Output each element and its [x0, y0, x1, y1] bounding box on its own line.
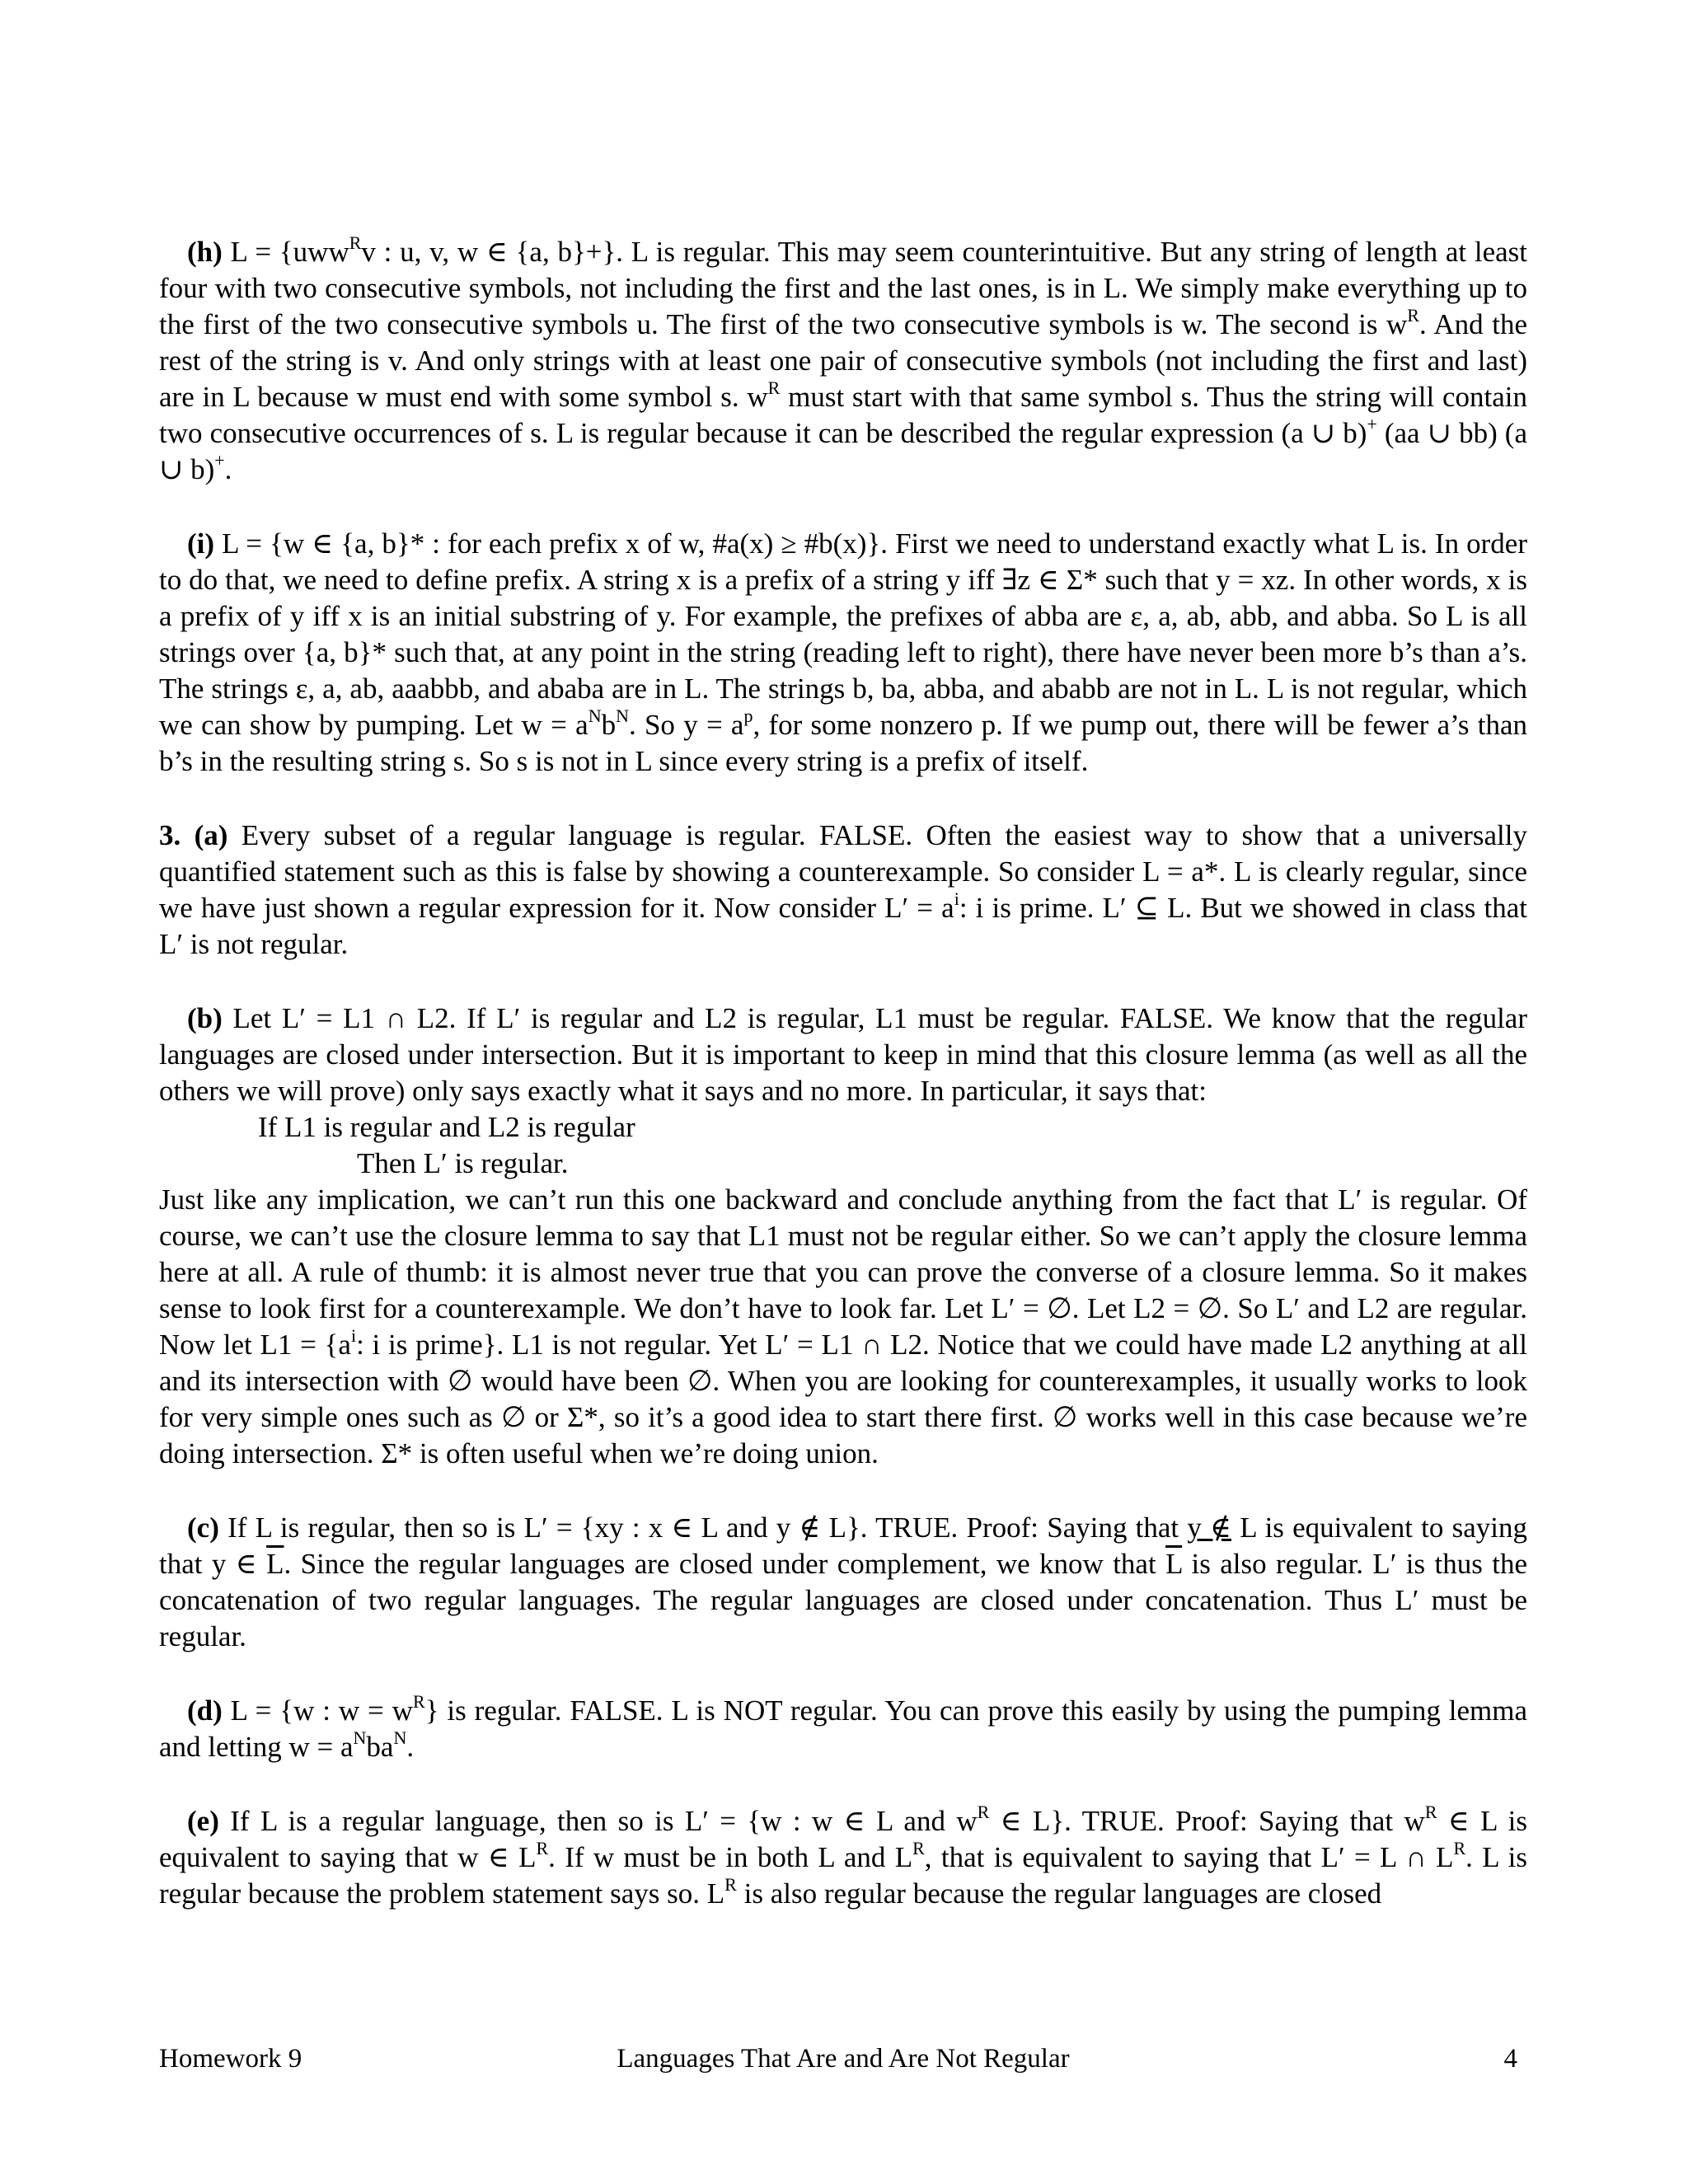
superscript: R	[977, 1802, 990, 1823]
text: . Since the regular languages are closed under complement, we know that	[284, 1548, 1166, 1580]
text: , that is equivalent to saying that L′ = L ∩ L	[924, 1841, 1454, 1873]
superscript: N	[616, 705, 629, 727]
superscript: R	[1407, 305, 1419, 326]
text: : i is prime. L′ ⊆ L. But we showed in class that L′ is not regular.	[159, 892, 1527, 960]
item-label-b: (b)	[187, 1002, 223, 1034]
text: If L is a regular language, then so is L′ = {w : w ∈ L and w	[218, 1805, 978, 1837]
text: : i is prime}. L1 is not regular. Yet L′ = L1 ∩ L2. Notice that we could have made L2 anything at all and its intersection with ∅ would have been ∅. When you are looking for counterexamples, it usually works to look for very simple ones such as ∅ or Σ*, so it’s a good idea to start there first. ∅ works well in this case because we’re doing intersection. Σ* is often useful when we’re doing union.	[159, 1329, 1527, 1469]
text: v : u, v, w ∈ {a, b}+}. L is regular. This may seem counterintuitive. But any string of length at least four with two consecutive symbols, not including the first and the last ones, is in L. We simply make everything up to the first of the two consecutive symbols u. The first of the two consecutive symbols is w. The second is w	[159, 236, 1527, 340]
item-label-d: (d)	[187, 1694, 223, 1727]
superscript: N	[353, 1727, 367, 1749]
superscript: R	[412, 1691, 425, 1713]
text: Just like any implication, we can’t run this one backward and conclude anything from the fact that L′ is regular. Of course, we can’t use the closure lemma to say that L1 must not be regular either. So we can’t apply the closure lemma here at all. A rule of thumb: it is almost never true that you can prove the converse of a closure lemma. So it makes sense to look first for a counterexample. We don’t have to look far. Let L′ = ∅. Let L2 = ∅. So L′ and L2 are regular. Now let L1 = {a	[159, 1183, 1527, 1361]
text: .	[406, 1731, 415, 1763]
paragraph-e	[159, 1803, 1527, 1912]
text: ∈ L}. TRUE. Proof: Saying that w	[989, 1805, 1425, 1837]
superscript: i	[350, 1325, 357, 1347]
text: L = {w ∈ {a, b}* : for each prefix x of w, #a(x) ≥ #b(x)}. First we need to understand exactly what L is. In order to do that, we need to define prefix. A string x is a prefix of a string y iff ∃z ∈ Σ* such that y = xz. In other words, x is a prefix of y iff x is an initial substring of y. For example, the prefixes of abba are ε, a, ab, abb, and abba. So L is all strings over {a, b}* such that, at any point in the string (reading left to right), there have never been more b’s than a’s. The strings ε, a, ab, aaabbb, and ababa are in L. The strings b, ba, abba, and ababb are not in L. L is not regular, which we can show by pumping. Let w = a	[159, 527, 1527, 741]
superscript: N	[393, 1727, 407, 1749]
item-label-e: (e)	[187, 1805, 219, 1837]
superscript: +	[214, 450, 225, 471]
superscript: R	[724, 1874, 737, 1896]
item-label-i: (i)	[187, 527, 215, 560]
footer-title: Languages That Are and Are Not Regular	[617, 2044, 1070, 2074]
text: L = {w : w = w	[222, 1694, 413, 1727]
item-label-h: (h)	[187, 236, 223, 268]
item-label-3a: 3. (a)	[159, 819, 228, 851]
superscript: R	[912, 1838, 925, 1859]
text: ∈ L is equivalent to saying that w ∈ L	[159, 1805, 1527, 1873]
footer-course-label: Homework 9	[159, 2044, 302, 2074]
paragraph-b	[159, 1001, 1527, 1109]
text: . L is regular because the problem statement says so. L	[159, 1841, 1527, 1910]
text: Let L′ = L1 ∩ L2. If L′ is regular and L2 is regular, L1 must be regular. FALSE. We know that the regular languages are closed under intersection. But it is important to keep in mind that this closure lemma (as well as all the others we will prove) only says exactly what it says and no more. In particular, it says that:	[159, 1002, 1527, 1107]
paragraph-h	[159, 234, 1527, 488]
text: is also regular because the regular languages are closed	[736, 1877, 1382, 1910]
page-body	[159, 234, 1527, 1912]
text: . So y = a	[628, 709, 744, 741]
underlined-text: y ∉	[1187, 1511, 1232, 1544]
text: } is regular. FALSE. L is NOT regular. You can prove this easily by using the pumping lemma and letting w = a	[159, 1694, 1527, 1763]
text: Every subset of a regular language is regular. FALSE. Often the easiest way to show that a universally quantified statement such as this is false by showing a counterexample. So consider L = a*. L is clearly regular, since we have just shown a regular expression for it. Now consider L′ = a	[159, 819, 1527, 924]
text: . And the rest of the string is v. And only strings with at least one pair of consecutive symbols (not including the first and last) are in L because w must end with some symbol s. w	[159, 308, 1527, 413]
text: b	[601, 709, 617, 741]
text: L = {uww	[222, 236, 349, 268]
superscript: +	[1367, 414, 1377, 435]
text: If L is regular, then so is L′ = {xy : x ∈ L and y ∉ L}. TRUE. Proof: Saying that	[218, 1511, 1188, 1544]
paragraph-d	[159, 1693, 1527, 1765]
text: is also regular. L′ is thus the concatenation of two regular languages. The regular languages are closed under concatenation. Thus L′ must be regular.	[159, 1548, 1527, 1652]
text: . If w must be in both L and L	[548, 1841, 913, 1873]
text: , for some nonzero p. If we pump out, there will be fewer a’s than b’s in the resulting string s. So s is not in L since every string is a prefix of itself.	[159, 709, 1527, 777]
superscript: p	[743, 705, 753, 727]
superscript: i	[954, 888, 959, 910]
paragraph-b-continued	[159, 1182, 1527, 1472]
paragraph-c	[159, 1510, 1527, 1655]
superscript: R	[1424, 1802, 1437, 1823]
implication-then-line: Then L′ is regular.	[357, 1147, 569, 1179]
page-footer	[159, 2044, 1527, 2077]
text: ba	[366, 1731, 394, 1763]
paragraph-3a	[159, 818, 1527, 963]
superscript: R	[1453, 1838, 1466, 1859]
complement-symbol: $\overline{L}$	[266, 1548, 284, 1580]
text: must start with that same symbol s. Thus the string will contain two consecutive occurrences of s. L is regular because it can be described the regular expression (a ∪ b)	[159, 381, 1527, 449]
superscript: R	[349, 232, 362, 254]
superscript: R	[767, 377, 781, 399]
item-label-c: (c)	[187, 1511, 219, 1544]
text: .	[224, 453, 232, 485]
page-number: 4	[1503, 2044, 1517, 2074]
text: L is equivalent to saying that y ∈	[159, 1511, 1527, 1580]
implication-if-line: If L1 is regular and L2 is regular	[258, 1111, 635, 1143]
complement-symbol: $\overline{L}$	[1165, 1548, 1183, 1580]
superscript: R	[536, 1838, 549, 1859]
text: (aa ∪ bb) (a ∪ b)	[159, 417, 1527, 485]
superscript: N	[588, 705, 602, 727]
paragraph-i	[159, 526, 1527, 780]
